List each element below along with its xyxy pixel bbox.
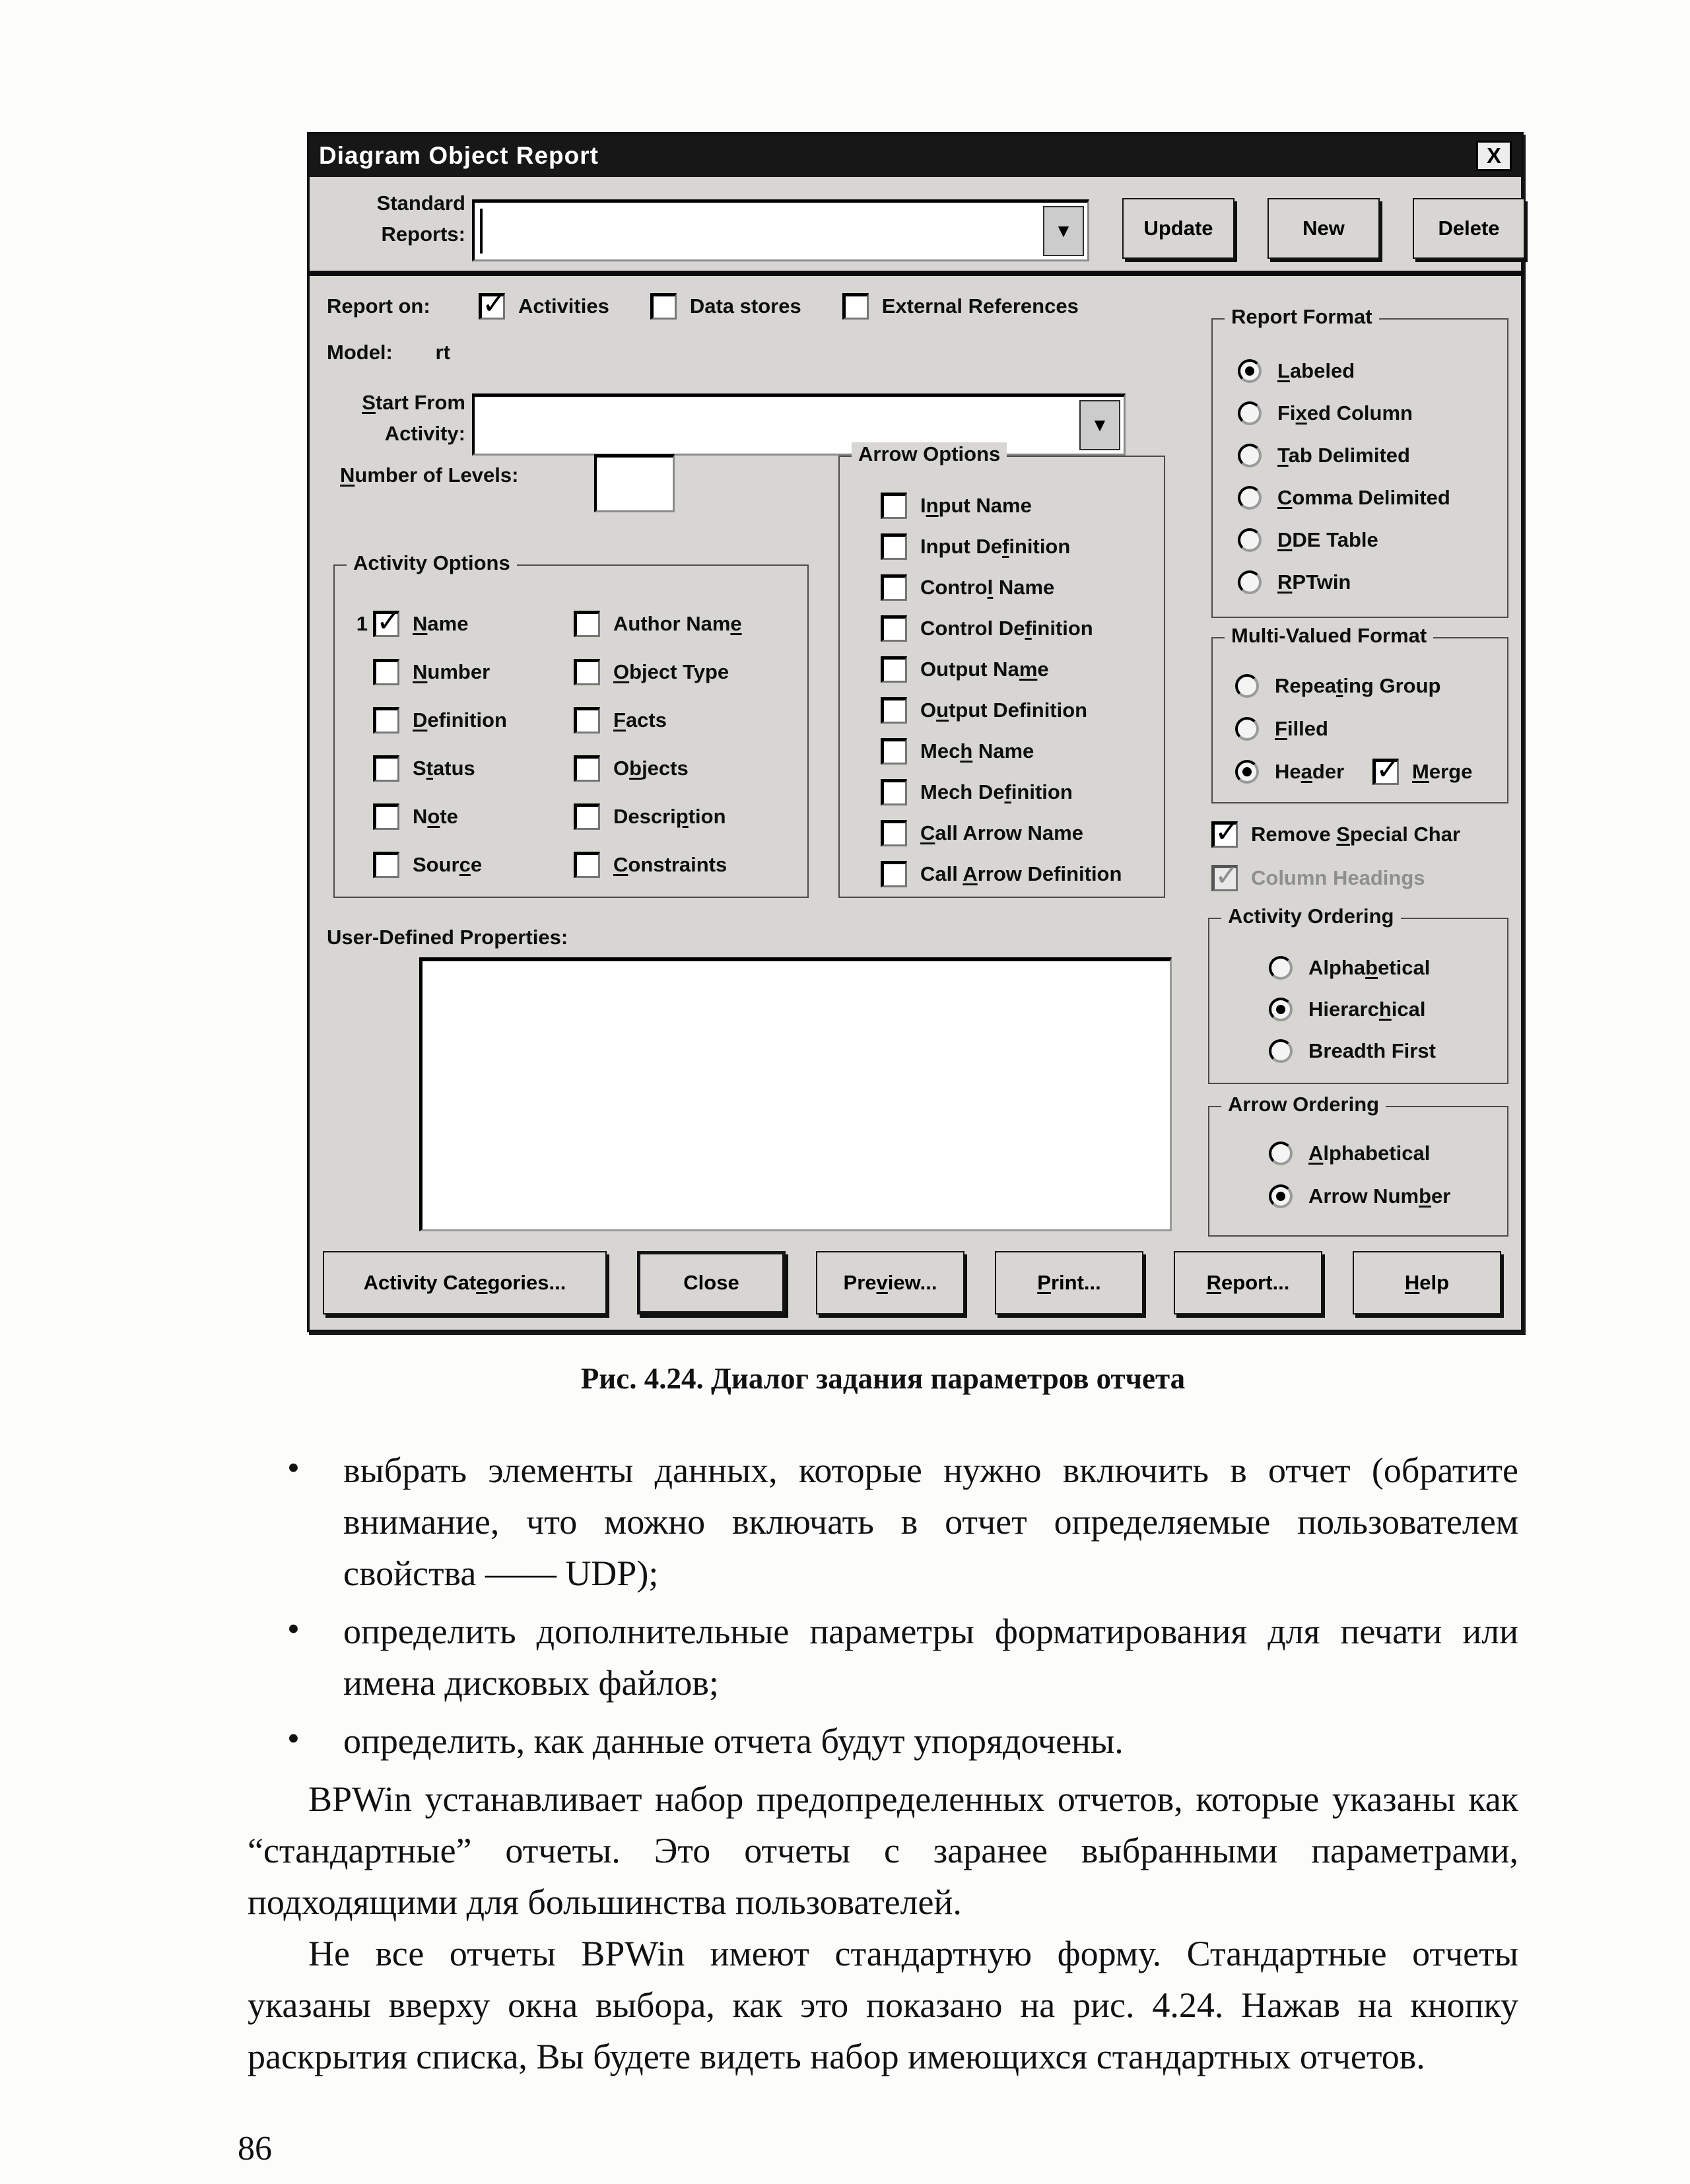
activity-option-checkbox[interactable]	[339, 754, 507, 783]
checkbox-icon	[574, 755, 600, 782]
number-of-levels-input[interactable]	[594, 454, 675, 512]
arrow-ordering-title: Arrow Ordering	[1221, 1093, 1386, 1116]
checkbox-label: Column Headings	[1251, 866, 1425, 889]
top-action-button[interactable]: Delete	[1413, 198, 1525, 259]
user-defined-properties-label: User-Defined Properties:	[327, 926, 568, 949]
bullet-item	[248, 1445, 1518, 1599]
checkbox-label: Constraints	[613, 853, 727, 876]
checkbox-icon	[881, 738, 907, 765]
checkbox-icon	[574, 852, 600, 878]
arrow-ordering-radio[interactable]	[1269, 1182, 1450, 1211]
radio-label: Labeled	[1277, 359, 1355, 382]
checkbox-label: Description	[613, 805, 726, 828]
activity-ordering-radio[interactable]	[1269, 1037, 1436, 1066]
checkbox-icon	[650, 293, 677, 320]
activity-ordering-radio[interactable]	[1269, 953, 1436, 982]
checkbox-label: Input Name	[920, 494, 1032, 517]
report-format-radio[interactable]	[1238, 441, 1450, 470]
bullet-icon: •	[287, 1448, 300, 1487]
radio-icon	[1235, 674, 1259, 698]
radio-label: Fixed Column	[1277, 401, 1413, 425]
column-headings-checkbox	[1211, 864, 1425, 893]
report-format-radio[interactable]	[1238, 568, 1450, 597]
merge-checkbox[interactable]	[1372, 757, 1472, 786]
dropdown-arrow-icon[interactable]: ▼	[1043, 206, 1084, 256]
multi-valued-format-title: Multi-Valued Format	[1225, 624, 1433, 648]
activity-option-checkbox[interactable]	[574, 850, 742, 879]
radio-icon	[1235, 717, 1259, 741]
horizontal-divider	[307, 271, 1524, 276]
radio-label: Alphabetical	[1308, 1142, 1431, 1165]
bottom-action-button[interactable]: Activity Categories...	[323, 1251, 607, 1314]
bullet-item	[248, 1715, 1518, 1767]
radio-icon	[1269, 1039, 1293, 1063]
checkbox-label: Mech Definition	[920, 780, 1073, 803]
text-caret	[480, 209, 483, 254]
checkbox-icon	[881, 533, 907, 560]
radio-icon	[1269, 1142, 1293, 1165]
arrow-option-checkbox[interactable]	[881, 491, 1122, 520]
checkbox-icon	[881, 574, 907, 601]
checkbox-icon	[479, 293, 505, 320]
arrow-option-checkbox[interactable]	[881, 614, 1122, 643]
start-from-activity-label: Start From Activity:	[362, 391, 465, 445]
checkbox-icon	[842, 293, 869, 320]
checkbox-label: Control Name	[920, 576, 1055, 599]
remove-special-char-checkbox[interactable]	[1211, 820, 1460, 849]
checkbox-icon	[574, 659, 600, 685]
radio-icon	[1238, 359, 1262, 383]
radio-label: Hierarchical	[1308, 998, 1426, 1021]
report-format-radio[interactable]	[1238, 483, 1450, 512]
activity-option-checkbox[interactable]	[574, 609, 742, 638]
arrow-option-checkbox[interactable]	[881, 737, 1122, 766]
arrow-ordering-group	[1208, 1093, 1508, 1237]
paragraph: BPWin устанавливает набор предопределенных отчетов, которые указаны как “стандартные” отчеты. Это отчеты с заранее выбранными параметрами, подходящими для большинства пользователей.	[248, 1779, 1518, 1922]
checkbox-label: Object Type	[613, 660, 729, 683]
bullet-text: определить, как данные отчета будут упорядочены.	[343, 1721, 1124, 1761]
checkbox-icon	[881, 493, 907, 519]
user-defined-properties-listbox[interactable]	[419, 957, 1172, 1231]
bottom-action-button[interactable]: Preview...	[816, 1251, 964, 1314]
radio-label: Alphabetical	[1308, 956, 1431, 979]
checkbox-icon	[373, 755, 399, 782]
arrow-option-checkbox[interactable]	[881, 860, 1122, 889]
radio-icon	[1238, 401, 1262, 425]
activity-option-checkbox[interactable]	[574, 802, 742, 831]
bottom-action-button[interactable]: Help	[1353, 1251, 1501, 1314]
model-value: rt	[435, 341, 450, 364]
radio-label: Filled	[1275, 717, 1328, 740]
checkbox-label: Call Arrow Name	[920, 821, 1083, 844]
radio-label: Repeating Group	[1275, 674, 1441, 697]
checkbox-label: Control Definition	[920, 617, 1093, 640]
activity-option-checkbox[interactable]	[339, 802, 507, 831]
arrow-options-title: Arrow Options	[852, 442, 1007, 466]
standard-reports-combobox[interactable]	[472, 199, 1089, 261]
checkbox-label: Data stores	[689, 294, 801, 318]
report-format-radio[interactable]	[1238, 357, 1450, 386]
bullet-icon: •	[287, 1719, 300, 1758]
page-number: 86	[238, 2130, 272, 2167]
checkbox-label: Call Arrow Definition	[920, 862, 1122, 885]
multi-valued-radio[interactable]	[1235, 714, 1440, 743]
radio-icon	[1269, 998, 1293, 1021]
checkbox-label: Remove Special Char	[1251, 823, 1461, 846]
activity-option-checkbox[interactable]	[574, 754, 742, 783]
checkbox-label: Mech Name	[920, 739, 1034, 763]
checkbox-icon	[574, 707, 600, 734]
arrow-options-group	[838, 442, 1165, 898]
checkbox-label: Definition	[413, 708, 507, 732]
multi-valued-format-group	[1211, 624, 1508, 803]
checkbox-label: Status	[413, 757, 475, 780]
checkbox-icon	[881, 779, 907, 805]
radio-icon	[1238, 486, 1262, 510]
report-on-label: Report on:	[327, 294, 430, 318]
standard-reports-label: Standard Reports:	[376, 191, 465, 246]
window-title: Diagram Object Report	[319, 142, 599, 169]
start-from-activity-combobox[interactable]	[472, 393, 1126, 456]
checkbox-label: Output Name	[920, 658, 1049, 681]
bullet-icon: •	[287, 1609, 300, 1649]
activity-options-title: Activity Options	[347, 551, 517, 575]
bullet-text: выбрать элементы данных, которые нужно включить в отчет (обратите внимание, что можно включать в отчет определяемые пользователем свойства —— UDP);	[343, 1450, 1518, 1593]
radio-label: Arrow Number	[1308, 1184, 1451, 1208]
bullet-text: определить дополнительные параметры форматирования для печати или имена дисковых файлов;	[343, 1612, 1518, 1703]
arrow-option-checkbox[interactable]	[881, 778, 1122, 807]
report-format-title: Report Format	[1225, 305, 1379, 329]
model-label: Model:	[327, 341, 393, 364]
option-prefix: 1	[356, 612, 368, 635]
activity-ordering-radio[interactable]	[1269, 995, 1436, 1024]
arrow-option-checkbox[interactable]	[881, 819, 1122, 848]
radio-label: Header	[1275, 760, 1345, 783]
checkbox-icon	[1211, 865, 1238, 891]
checkbox-icon	[881, 697, 907, 724]
bottom-action-button[interactable]: Report...	[1174, 1251, 1322, 1314]
report-on-checkbox[interactable]	[479, 292, 609, 321]
report-format-radio[interactable]	[1238, 399, 1450, 428]
book-text	[248, 1360, 1518, 2082]
report-format-radio[interactable]	[1238, 526, 1450, 555]
checkbox-icon	[1211, 821, 1238, 848]
radio-icon	[1238, 528, 1262, 552]
checkbox-label: Note	[413, 805, 458, 828]
checkbox-icon	[373, 803, 399, 830]
checkbox-label: Input Definition	[920, 535, 1071, 558]
checkbox-icon	[373, 852, 399, 878]
arrow-option-checkbox[interactable]	[881, 532, 1122, 561]
arrow-ordering-radio[interactable]	[1269, 1139, 1450, 1168]
checkbox-icon	[574, 611, 600, 637]
checkbox-icon	[574, 803, 600, 830]
activity-option-checkbox[interactable]	[574, 706, 742, 735]
checkbox-label: Number	[413, 660, 490, 683]
top-action-button[interactable]: New	[1268, 198, 1380, 259]
paragraph: Не все отчеты BPWin имеют стандартную форму. Стандартные отчеты указаны вверху окна выбора, как это показано на рис. 4.24. Нажав на кнопку раскрытия списка, Вы будете видеть набор имеющихся стандартных отчетов.	[248, 1934, 1518, 2076]
radio-icon	[1235, 760, 1259, 784]
arrow-option-checkbox[interactable]	[881, 696, 1122, 725]
report-on-row	[327, 292, 1079, 321]
checkbox-icon	[881, 861, 907, 887]
activity-option-checkbox[interactable]	[339, 658, 507, 687]
radio-label: Tab Delimited	[1277, 444, 1410, 467]
report-on-checkbox[interactable]	[650, 292, 801, 321]
bottom-action-button[interactable]: Close	[637, 1251, 786, 1314]
radio-label: DDE Table	[1277, 528, 1378, 551]
radio-label: Breadth First	[1308, 1039, 1436, 1062]
top-action-button[interactable]: Update	[1122, 198, 1234, 259]
radio-label: Comma Delimited	[1277, 486, 1450, 509]
checkbox-icon	[881, 615, 907, 642]
checkbox-icon	[373, 659, 399, 685]
activity-ordering-title: Activity Ordering	[1221, 904, 1401, 928]
close-icon[interactable]: X	[1476, 141, 1512, 171]
checkbox-label: External References	[881, 294, 1079, 318]
activity-option-checkbox[interactable]	[339, 850, 507, 879]
checkbox-label: Output Definition	[920, 699, 1088, 722]
checkbox-label: Objects	[613, 757, 689, 780]
checkbox-label: Merge	[1412, 760, 1473, 783]
activity-option-checkbox[interactable]	[339, 609, 507, 638]
radio-icon	[1238, 444, 1262, 467]
report-format-group	[1211, 305, 1508, 618]
checkbox-icon	[881, 820, 907, 846]
checkbox-label: Name	[413, 612, 469, 635]
model-row	[327, 341, 450, 364]
checkbox-icon	[1372, 759, 1399, 785]
checkbox-label: Author Name	[613, 612, 742, 635]
checkbox-icon	[373, 611, 399, 637]
activity-option-checkbox[interactable]	[339, 706, 507, 735]
bullet-item	[248, 1606, 1518, 1709]
radio-icon	[1269, 956, 1293, 980]
activity-options-group	[333, 551, 809, 898]
bottom-action-button[interactable]: Print...	[995, 1251, 1143, 1314]
diagram-object-report-dialog	[307, 132, 1524, 1332]
figure-caption: Рис. 4.24. Диалог задания параметров отчета	[580, 1362, 1186, 1395]
checkbox-label: Facts	[613, 708, 667, 732]
checkbox-icon	[373, 707, 399, 734]
multi-valued-radio[interactable]	[1235, 671, 1440, 700]
report-on-checkbox[interactable]	[842, 292, 1079, 321]
radio-icon	[1269, 1184, 1293, 1208]
radio-label: RPTwin	[1277, 570, 1351, 594]
checkbox-label: Activities	[518, 294, 609, 318]
number-of-levels-label: Number of Levels:	[340, 463, 519, 487]
activity-option-checkbox[interactable]	[574, 658, 742, 687]
dropdown-arrow-icon[interactable]: ▼	[1079, 400, 1120, 450]
checkbox-icon	[881, 656, 907, 683]
title-bar[interactable]	[310, 135, 1521, 177]
radio-icon	[1238, 570, 1262, 594]
arrow-option-checkbox[interactable]	[881, 655, 1122, 684]
activity-ordering-group	[1208, 904, 1508, 1084]
checkbox-label: Source	[413, 853, 483, 876]
arrow-option-checkbox[interactable]	[881, 573, 1122, 602]
